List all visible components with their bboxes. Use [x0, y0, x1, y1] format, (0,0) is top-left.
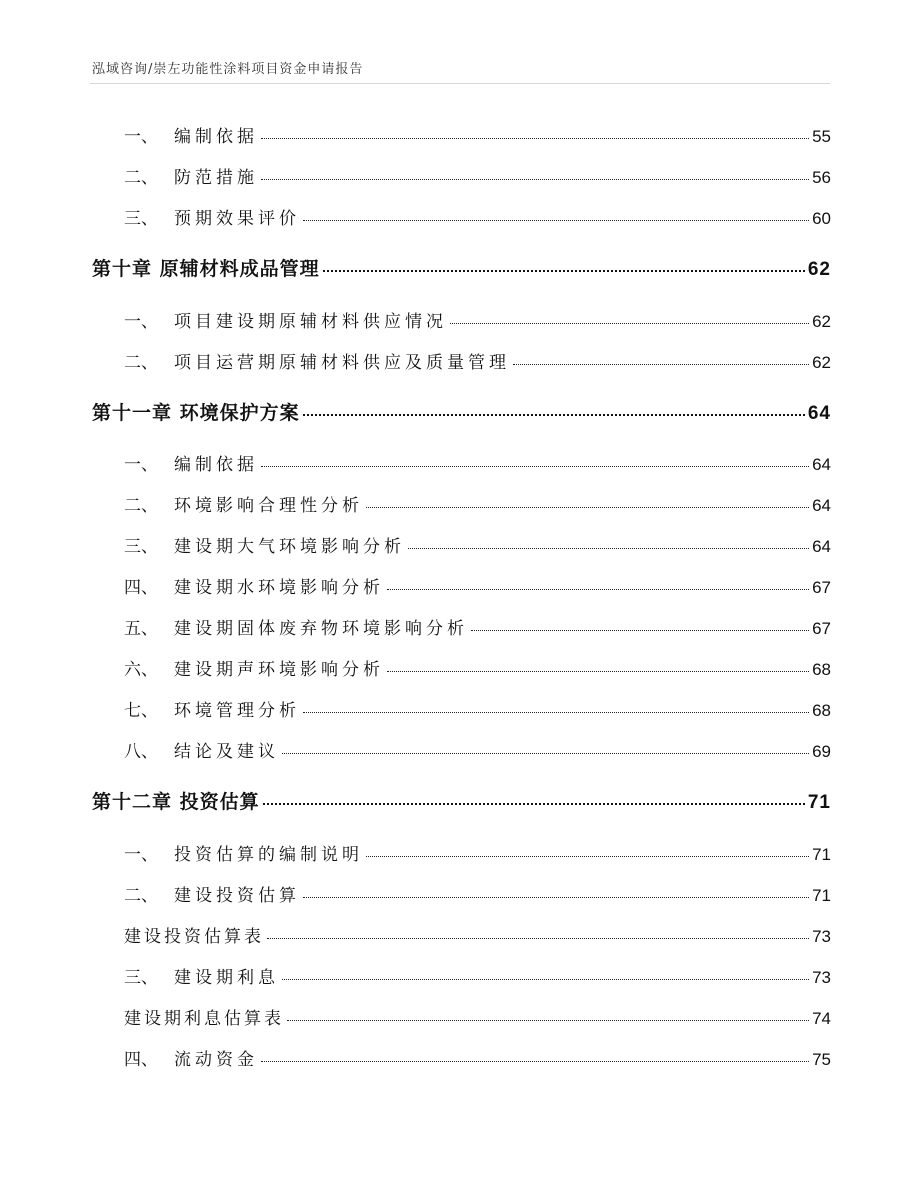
toc-entry-number: 七、: [124, 701, 158, 721]
toc-entry-number: 三、: [124, 537, 158, 557]
toc-dot-leader: [287, 1020, 809, 1021]
toc-entry-label: [92, 348, 510, 373]
toc-dot-leader: [366, 856, 809, 857]
toc-entry-label: [92, 491, 363, 516]
toc-section-entry[interactable]: [92, 655, 831, 681]
toc-section-entry[interactable]: [92, 532, 831, 558]
toc-dot-leader: [513, 364, 809, 365]
toc-dot-leader: [261, 179, 809, 180]
toc-section-entry[interactable]: [92, 881, 831, 907]
toc-entry-number: 一、: [124, 127, 158, 147]
toc-entry-title: 建设期大气环境影响分析: [174, 537, 405, 557]
toc-section-entry[interactable]: [92, 163, 831, 189]
toc-page-number: 64: [812, 496, 831, 515]
toc-entry-number: 二、: [124, 353, 158, 373]
toc-entry-label: [92, 163, 258, 188]
toc-entry-number: 六、: [124, 660, 158, 680]
toc-entry-label: [92, 881, 300, 906]
toc-entry-label: [92, 204, 300, 229]
toc-page-number: 60: [812, 209, 831, 228]
toc-entry-title: 建设期声环境影响分析: [174, 660, 384, 680]
toc-entry-title: 环境保护方案: [179, 402, 300, 424]
toc-entry-number: 一、: [124, 312, 158, 332]
toc-entry-title: 编制依据: [174, 127, 258, 147]
toc-entry-number: 二、: [124, 496, 158, 516]
toc-dot-leader: [303, 712, 809, 713]
toc-entry-label: [92, 254, 320, 281]
toc-page-number: 55: [812, 127, 831, 146]
toc-entry-label: [92, 398, 300, 425]
toc-page-number: 67: [812, 578, 831, 597]
toc-entry-label: [92, 840, 363, 865]
toc-table-entry[interactable]: [92, 922, 831, 948]
toc-section-entry[interactable]: [92, 307, 831, 333]
toc-entry-label: [92, 122, 258, 147]
toc-entry-label: [92, 573, 384, 598]
toc-entry-number: 二、: [124, 168, 158, 188]
toc-page-number: 71: [812, 845, 831, 864]
toc-page-number: 74: [812, 1009, 831, 1028]
toc-page-number: 73: [812, 968, 831, 987]
toc-entry-title: 建设期固体废弃物环境影响分析: [174, 619, 468, 639]
toc-entry-number: 第十一章: [92, 402, 173, 424]
toc-page-number: 71: [812, 886, 831, 905]
toc-entry-label: [92, 963, 279, 988]
toc-entry-title: 流动资金: [174, 1050, 258, 1070]
toc-dot-leader: [450, 323, 809, 324]
toc-entry-title: 项目运营期原辅材料供应及质量管理: [174, 353, 510, 373]
toc-entry-label: [92, 655, 384, 680]
toc-entry-title: 环境影响合理性分析: [174, 496, 363, 516]
toc-dot-leader: [471, 630, 809, 631]
toc-section-entry[interactable]: [92, 204, 831, 230]
toc-entry-label: [92, 696, 300, 721]
toc-entry-number: 第十二章: [92, 791, 173, 813]
toc-section-entry[interactable]: [92, 348, 831, 374]
toc-table-entry[interactable]: [92, 1004, 831, 1030]
toc-entry-title: 项目建设期原辅材料供应情况: [174, 312, 447, 332]
toc-page-number: 64: [807, 403, 831, 424]
toc-page-number: 71: [807, 792, 831, 813]
toc-dot-leader: [303, 414, 805, 416]
toc-entry-label: [92, 737, 279, 762]
toc-entry-number: 二、: [124, 886, 158, 906]
toc-entry-label: [92, 307, 447, 332]
toc-entry-title: 建设期水环境影响分析: [174, 578, 384, 598]
toc-page-number: 69: [812, 742, 831, 761]
toc-entry-number: 八、: [124, 742, 158, 762]
toc-page-number: 62: [812, 353, 831, 372]
toc-entry-number: 五、: [124, 619, 158, 639]
toc-section-entry[interactable]: [92, 573, 831, 599]
toc-section-entry[interactable]: [92, 450, 831, 476]
toc-entry-label: [92, 787, 260, 814]
toc-dot-leader: [408, 548, 809, 549]
toc-page-number: 67: [812, 619, 831, 638]
toc-page-number: 68: [812, 701, 831, 720]
toc-page-number: 64: [812, 455, 831, 474]
toc-section-entry[interactable]: [92, 491, 831, 517]
toc-dot-leader: [263, 803, 805, 805]
toc-section-entry[interactable]: [92, 614, 831, 640]
toc-section-entry[interactable]: [92, 840, 831, 866]
toc-entry-number: 第十章: [92, 258, 153, 280]
toc-entry-number: 四、: [124, 1050, 158, 1070]
toc-entry-title: 投资估算的编制说明: [174, 845, 363, 865]
toc-page-number: 73: [812, 927, 831, 946]
toc-section-entry[interactable]: [92, 122, 831, 148]
toc-dot-leader: [303, 220, 809, 221]
toc-entry-title: 建设投资估算: [174, 886, 300, 906]
toc-dot-leader: [282, 979, 809, 980]
toc-section-entry[interactable]: [92, 963, 831, 989]
toc-entry-title: 预期效果评价: [174, 209, 300, 229]
toc-entry-title: 建设投资估算表: [124, 927, 264, 947]
toc-dot-leader: [303, 897, 809, 898]
toc-dot-leader: [261, 138, 809, 139]
toc-dot-leader: [323, 270, 805, 272]
toc-page-number: 62: [812, 312, 831, 331]
toc-dot-leader: [261, 466, 809, 467]
toc-dot-leader: [387, 671, 809, 672]
toc-chapter-entry[interactable]: [92, 398, 831, 424]
toc-entry-number: 一、: [124, 845, 158, 865]
toc-entry-label: [92, 450, 258, 475]
toc-chapter-entry[interactable]: [92, 787, 831, 813]
toc-dot-leader: [282, 753, 809, 754]
toc-entry-number: 一、: [124, 455, 158, 475]
toc-entry-title: 建设期利息: [174, 968, 279, 988]
toc-entry-title: 原辅材料成品管理: [159, 258, 320, 280]
toc-entry-label: [92, 1045, 258, 1070]
toc-dot-leader: [387, 589, 809, 590]
toc-page-number: 56: [812, 168, 831, 187]
toc-dot-leader: [267, 938, 809, 939]
toc-dot-leader: [366, 507, 809, 508]
toc-page-number: 75: [812, 1050, 831, 1069]
running-header: 泓域咨询/崇左功能性涂料项目资金申请报告: [92, 62, 364, 77]
toc-entry-title: 编制依据: [174, 455, 258, 475]
toc-entry-number: 三、: [124, 209, 158, 229]
toc-entry-title: 投资估算: [179, 791, 260, 813]
toc-entry-number: 四、: [124, 578, 158, 598]
toc-page-number: 64: [812, 537, 831, 556]
toc-chapter-entry[interactable]: [92, 254, 831, 280]
toc-entry-label: [92, 532, 405, 557]
toc-section-entry[interactable]: [92, 737, 831, 763]
toc-entry-title: 结论及建议: [174, 742, 279, 762]
toc-entry-title: 防范措施: [174, 168, 258, 188]
toc-entry-label: [92, 1004, 284, 1029]
toc-section-entry[interactable]: [92, 696, 831, 722]
toc-page-number: 68: [812, 660, 831, 679]
toc-entry-label: [92, 922, 264, 947]
toc-entry-label: [92, 614, 468, 639]
toc-entry-title: 环境管理分析: [174, 701, 300, 721]
header-divider: [90, 83, 830, 84]
toc-dot-leader: [261, 1061, 809, 1062]
toc-entry-number: 三、: [124, 968, 158, 988]
toc-entry-title: 建设期利息估算表: [124, 1009, 284, 1029]
toc-page-number: 62: [807, 259, 831, 280]
toc-section-entry[interactable]: [92, 1045, 831, 1071]
